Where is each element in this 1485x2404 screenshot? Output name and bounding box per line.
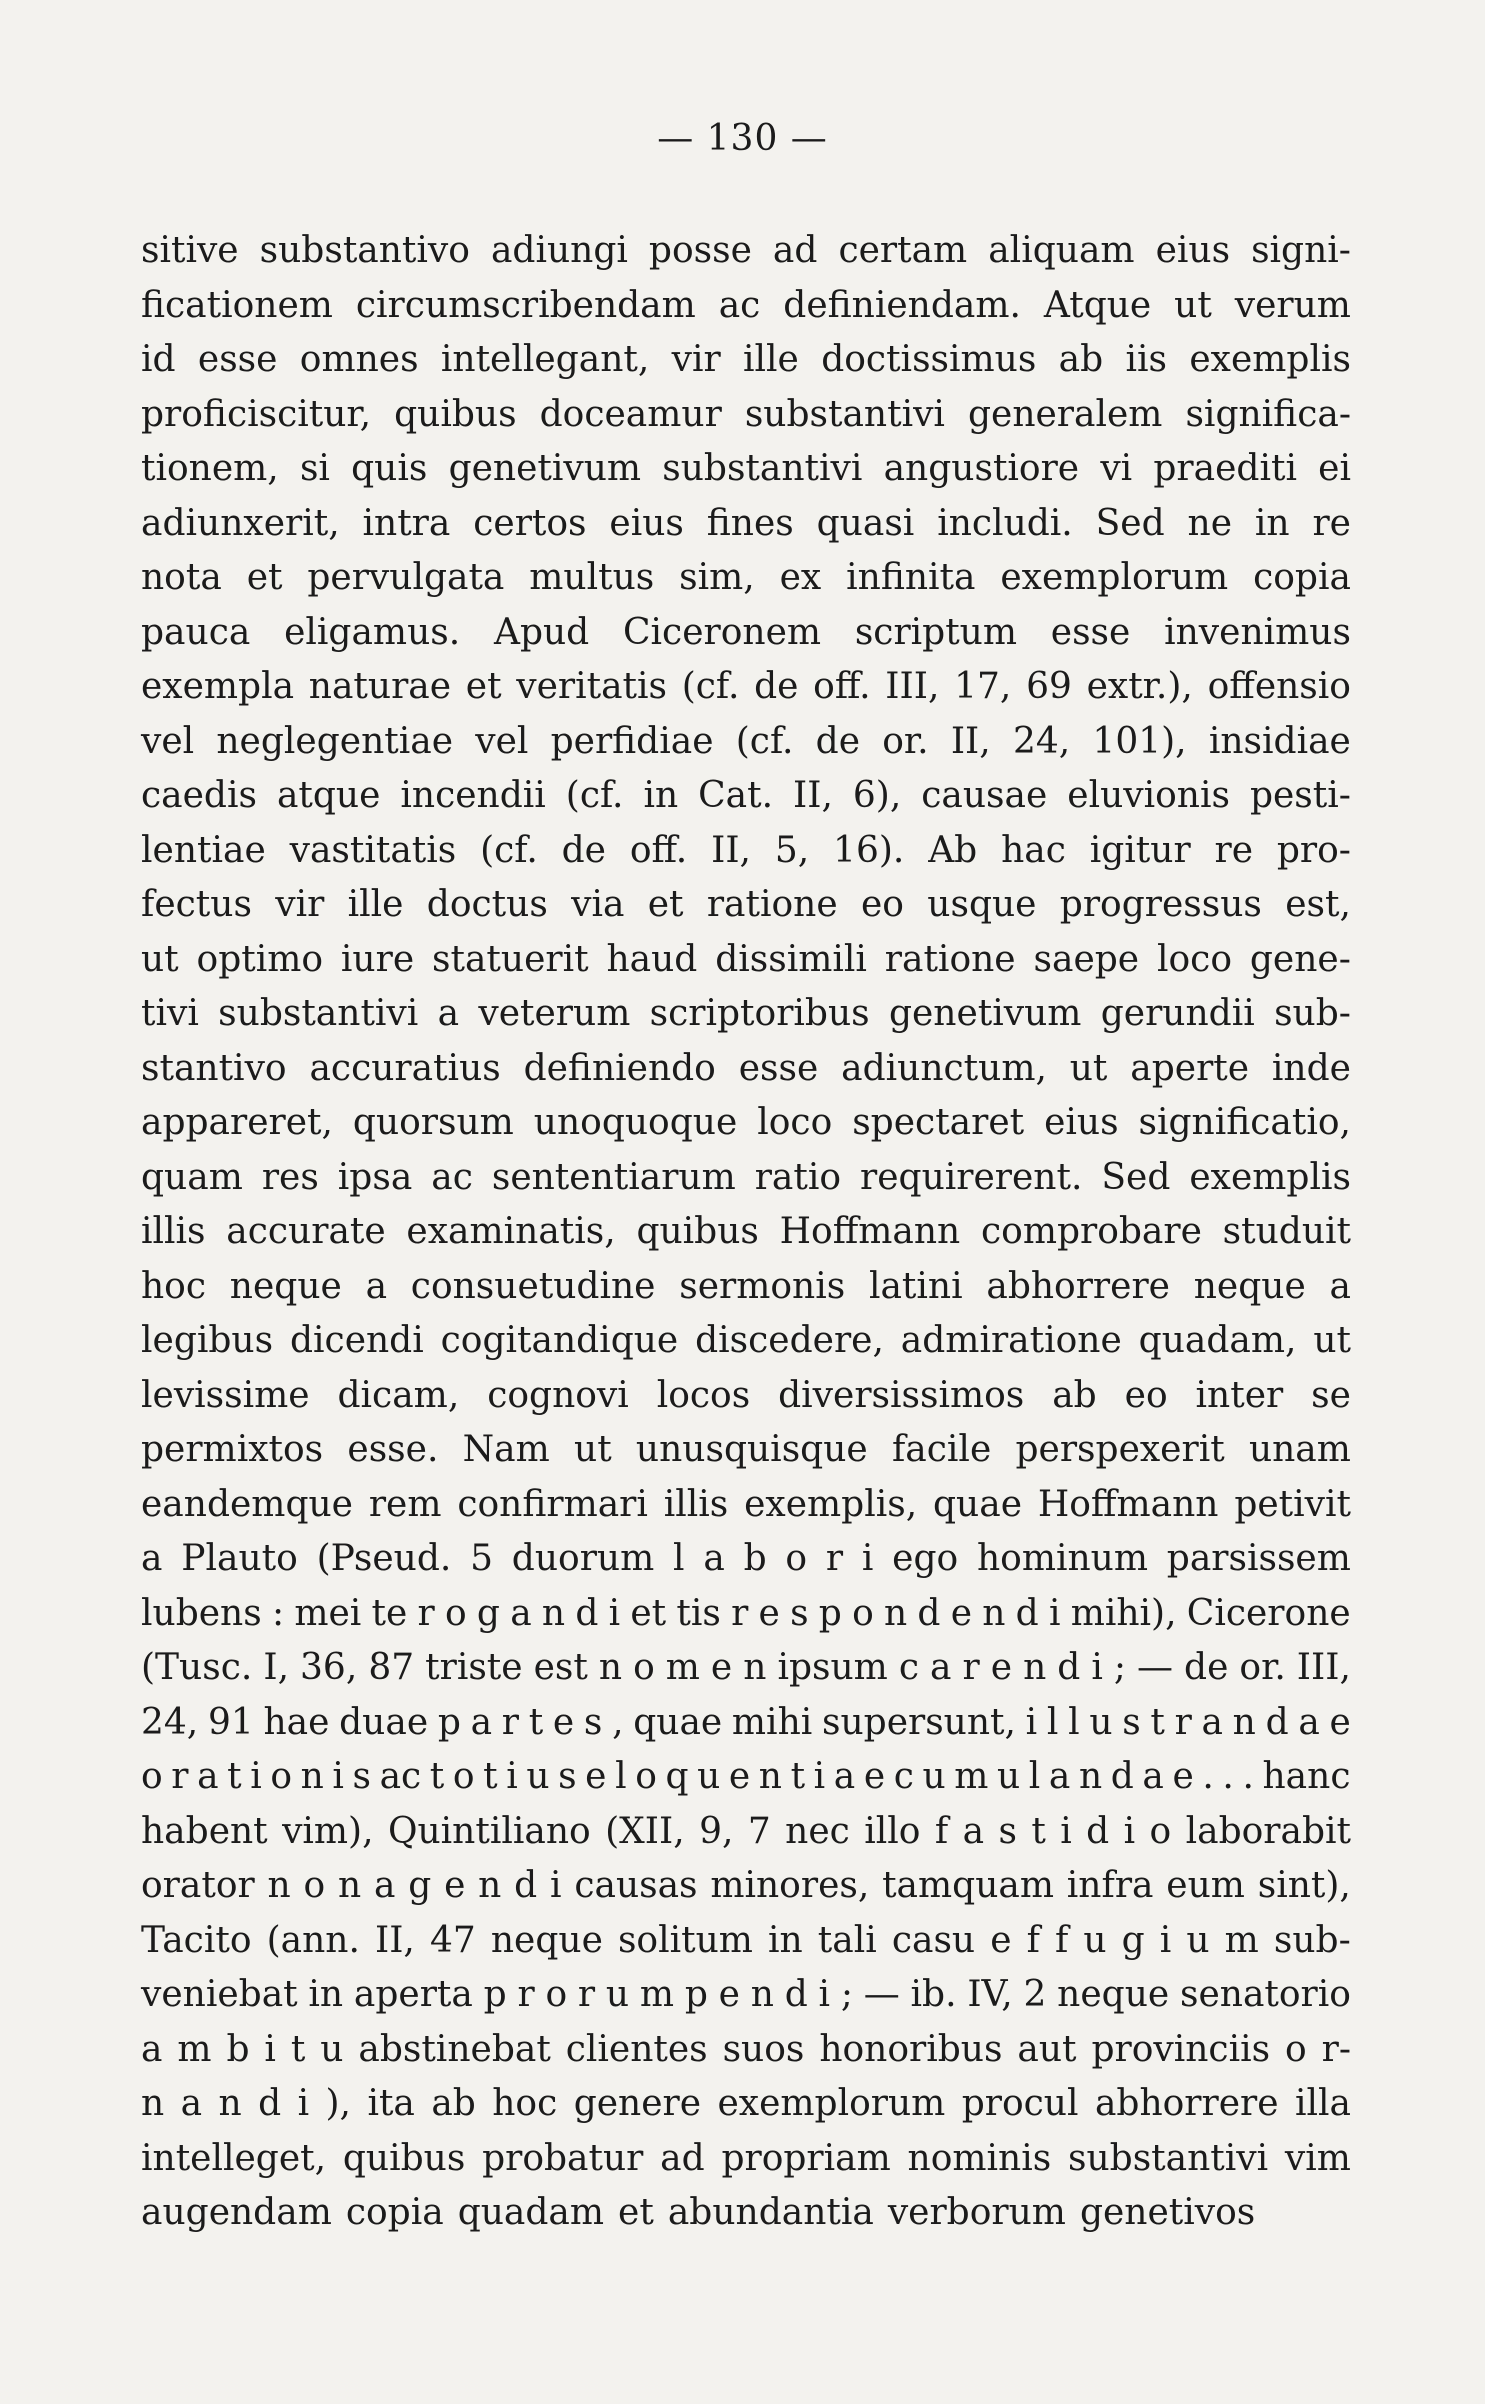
text-line: habent vim), Quintiliano (XII, 9, 7 nec illo f a s t i d i o laborabit [141,1810,1351,1852]
text-line: ficationem circumscribendam ac definiendam. Atque ut verum [141,284,1351,326]
text-line: hoc neque a consuetudine sermonis latini abhorrere neque a [141,1265,1351,1307]
text-line: id esse omnes intellegant, vir ille doctissimus ab iis exemplis [141,339,1351,380]
text-line: sitive substantivo adiungi posse ad certam aliquam eius signi- [141,230,1351,271]
text-line: legibus dicendi cogitandique discedere, admiratione quadam, ut [141,1320,1351,1361]
text-line: ut optimo iure statuerit haud dissimili ratione saepe loco gene- [141,938,1351,980]
page-number: — 130 — [657,118,828,159]
text-line: veniebat in aperta p r o r u m p e n d i ; — ib. IV, 2 neque senatorio [141,1974,1351,2015]
text-line: lubens : mei te r o g a n d i et tis r e s p o n d e n d i mihi), Cicerone [141,1592,1351,1634]
text-line: vel neglegentiae vel perfidiae (cf. de or. II, 24, 101), insidiae [141,720,1351,762]
text-line: adiunxerit, intra certos eius fines quasi includi. Sed ne in re [141,502,1351,544]
text-line: o r a t i o n i s ac t o t i u s e l o q u e n t i a e c u m u l a n d a e . . . hanc [141,1756,1351,1797]
text-line: orator n o n a g e n d i causas minores, tamquam infra eum sint), [141,1865,1351,1906]
text-line: Tacito (ann. II, 47 neque solitum in tali casu e f f u g i u m sub- [141,1919,1351,1961]
text-line: stantivo accuratius definiendo esse adiunctum, ut aperte inde [141,1047,1351,1089]
text-line: fectus vir ille doctus via et ratione eo usque progressus est, [141,884,1351,925]
text-line: appareret, quorsum unoquoque loco spectaret eius significatio, [141,1102,1351,1143]
text-line: quam res ipsa ac sententiarum ratio requirerent. Sed exemplis [141,1156,1351,1198]
text-line: tionem, si quis genetivum substantivi angustiore vi praediti ei [141,448,1351,489]
text-line: a Plauto (Pseud. 5 duorum l a b o r i ego hominum parsissem [141,1538,1351,1579]
text-line: caedis atque incendii (cf. in Cat. II, 6), causae eluvionis pesti- [141,775,1351,816]
text-line: (Tusc. I, 36, 87 triste est n o m e n ipsum c a r e n d i ; — de or. III, [141,1647,1351,1688]
text-line: permixtos esse. Nam ut unusquisque facile perspexerit unam [141,1429,1351,1470]
text-line: intelleget, quibus probatur ad propriam nominis substantivi vim [141,2137,1351,2179]
text-line: 24, 91 hae duae p a r t e s , quae mihi supersunt, i l l u s t r a n d a e [141,1701,1351,1743]
text-line: augendam copia quadam et abundantia verborum genetivos [141,2192,1256,2233]
text-line: exempla naturae et veritatis (cf. de off. III, 17, 69 extr.), offensio [141,666,1351,707]
text-line: eandemque rem confirmari illis exemplis, quae Hoffmann petivit [141,1483,1351,1525]
text-line: levissime dicam, cognovi locos diversissimos ab eo inter se [141,1374,1351,1416]
text-line: lentiae vastitatis (cf. de off. II, 5, 16). Ab hac igitur re pro- [141,829,1351,871]
text-line: n a n d i ), ita ab hoc genere exemplorum procul abhorrere illa [141,2083,1351,2124]
text-line: nota et pervulgata multus sim, ex infinita exemplorum copia [141,557,1351,598]
text-line: tivi substantivi a veterum scriptoribus genetivum gerundii sub- [141,993,1351,1034]
text-line: proficiscitur, quibus doceamur substantivi generalem significa- [141,393,1351,435]
text-line: a m b i t u abstinebat clientes suos honoribus aut provinciis o r- [141,2028,1351,2070]
text-line: pauca eligamus. Apud Ciceronem scriptum esse invenimus [141,611,1351,653]
body-text [141,224,1351,2241]
text-line: illis accurate examinatis, quibus Hoffmann comprobare studuit [141,1211,1351,1252]
